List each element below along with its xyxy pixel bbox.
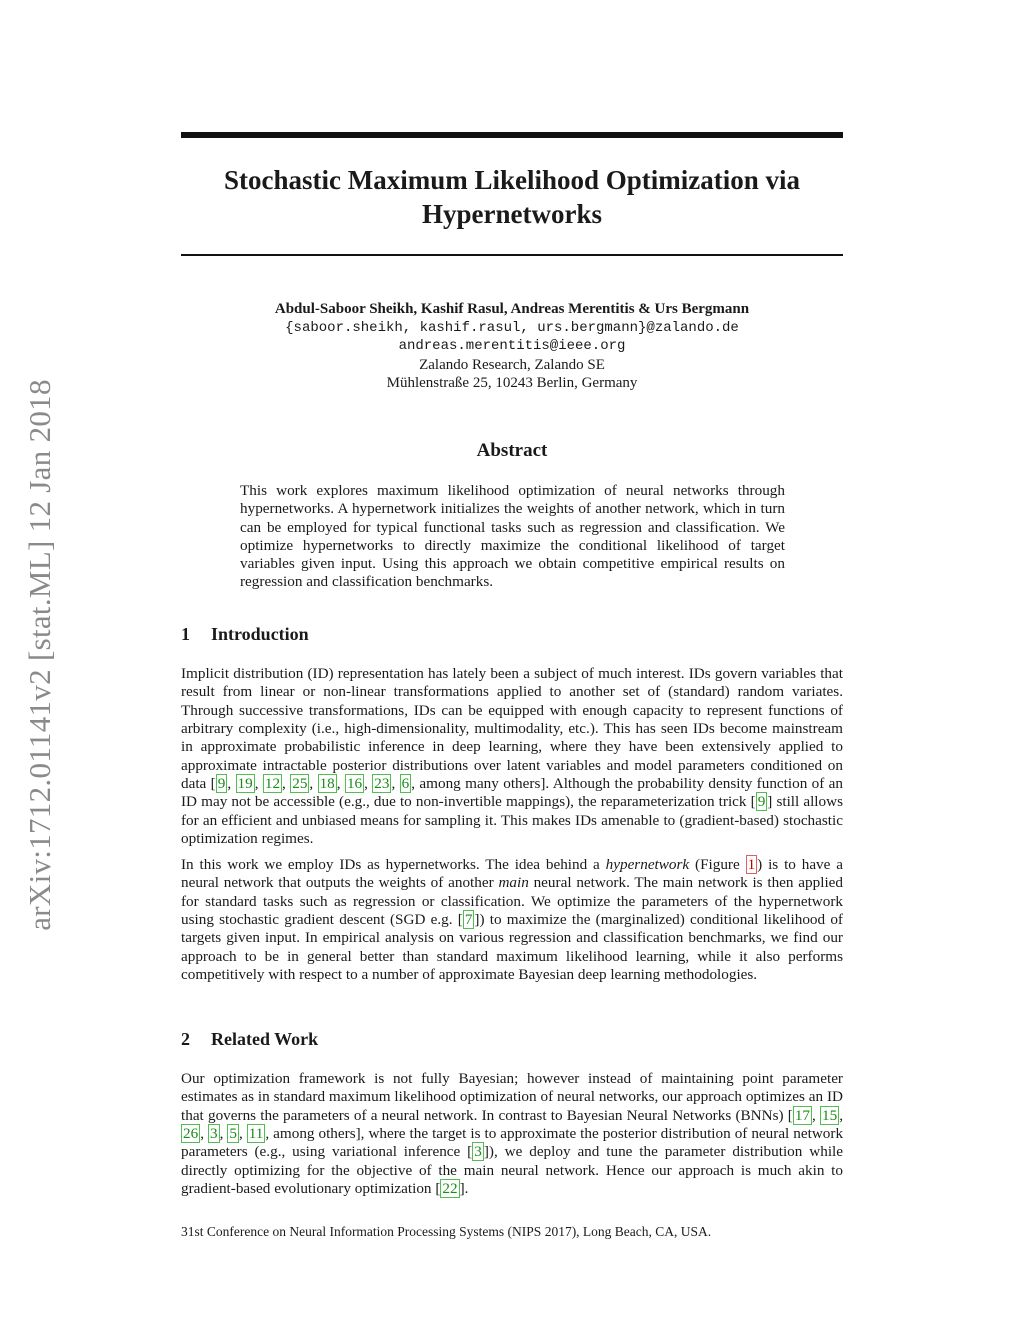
- author-names: Abdul-Saboor Sheikh, Kashif Rasul, Andreas Merentitis & Urs Bergmann: [274, 301, 750, 317]
- author-block: [181, 300, 843, 393]
- citation-link[interactable]: 9: [757, 793, 766, 811]
- abstract-heading: Abstract: [476, 440, 548, 461]
- text-run: ) is to have a neural network that outputs the weights of another: [181, 856, 843, 892]
- citation-link[interactable]: 18: [319, 775, 335, 793]
- citation-link[interactable]: 6: [401, 775, 410, 793]
- text-run: Implicit distribution (ID) representation has lately been a subject of much interest. IDs govern variables that result from linear or non-linear transformations applied to another set of (standard) random variates. Through successive transformations, IDs can be equipped with enough capacity to represent functions of arbitrary complexity (i.e., high-dimensionality, multimodality, etc.). This has seen IDs become mainstream in approximate probabilistic inference in deep learning, where they have been extensively applied to approximate intractable posterior distributions over latent variables and model parameters conditioned on data [: [181, 665, 843, 793]
- section-1-heading: [181, 624, 309, 645]
- text-run: ]) to maximize the (marginalized) conditional likelihood of targets given input. In empirical analysis on various regression and classification benchmarks, we find our approach to be in general better than standard maximum likelihood learning, while it also performs competitively with respect to a number of approximate Bayesian deep learning methodologies.: [181, 911, 843, 984]
- section-number: 1: [181, 624, 190, 644]
- citation-link[interactable]: 7: [464, 911, 473, 929]
- figure-link[interactable]: 1: [747, 856, 756, 873]
- paper-title: [181, 163, 843, 231]
- intro-paragraph-2: [181, 856, 843, 984]
- title-top-rule: [181, 132, 843, 138]
- text-run: In this work we employ IDs as hypernetworks. The idea behind a: [181, 856, 606, 873]
- author-email-secondary[interactable]: andreas.merentitis@ieee.org: [398, 338, 626, 354]
- citation-link[interactable]: 19: [237, 775, 253, 793]
- section-title: Introduction: [211, 624, 309, 644]
- citation-link[interactable]: 25: [292, 775, 308, 793]
- citation-link[interactable]: 5: [229, 1125, 237, 1143]
- section-number: 2: [181, 1029, 190, 1049]
- title-line-2: Hypernetworks: [422, 199, 602, 229]
- citation-link[interactable]: 26: [183, 1125, 199, 1143]
- section-2-heading: [181, 1029, 318, 1050]
- citation-link[interactable]: 17: [794, 1106, 811, 1124]
- citation-link[interactable]: 3: [209, 1125, 218, 1143]
- citation-link[interactable]: 11: [248, 1125, 264, 1143]
- emphasis: hypernetwork: [605, 856, 690, 873]
- citation-link[interactable]: 16: [346, 775, 363, 793]
- citation-link[interactable]: 9: [217, 775, 226, 793]
- arxiv-identifier: arXiv:1712.01141v2 [stat.ML] 12 Jan 2018: [22, 379, 57, 931]
- section-title: Related Work: [211, 1029, 319, 1049]
- citation-link[interactable]: 3: [474, 1143, 482, 1161]
- citation-link[interactable]: 15: [822, 1106, 838, 1124]
- intro-paragraph-1: Implicit distribution (ID) representation has lately been a subject of much interest. IDs govern variables that result from linear or non-linear transformations applied to another set of (standard) random variates. Through successive transformations, IDs can be equipped with enough capacity to represent functions of arbitrary complexity (i.e., high-dimensionality, multimodality, etc.). This has seen IDs become mainstream in approximate probabilistic inference in deep learning, where they have been extensively applied to approximate intractable posterior distributions over latent variables and model parameters conditioned on data [ 9 , 19 , 12 , 25 , 18 , 16 , 23 , 6 , among many others]. Although the probability density function of an ID may not be accessible (e.g., due to non-invertible mappings), the reparameterization trick [ 9 ] still allows for an efficient and unbiased means for sampling it. This makes IDs amenable to (gradient-based) stochastic optimization regimes.: [181, 665, 844, 848]
- address: Mühlenstraße 25, 10243 Berlin, Germany: [386, 375, 638, 391]
- text-run: ]), we deploy and tune the parameter distribution while directly optimizing for the objective of the main neural network. Hence our approach is much akin to gradient-based evolutionary optimization [: [181, 1143, 843, 1198]
- text-run: , among others], where the target is to approximate the posterior distribution of neural network parameters (e.g., using variational inference [: [181, 1125, 844, 1161]
- abstract-text: This work explores maximum likelihood optimization of neural networks through hypernetworks. A hypernetwork initializes the weights of another network, which in turn can be employed for typical functional tasks such as regression and classification. We optimize hypernetworks to directly maximize the conditional likelihood of target variables given input. Using this approach we obtain competitive empirical results on regression and classification benchmarks.: [240, 482, 785, 591]
- text-run: (Figure: [689, 856, 746, 873]
- emphasis: main: [498, 874, 529, 892]
- title-line-1: Stochastic Maximum Likelihood Optimization via: [223, 165, 801, 195]
- text-run: , among many others]. Although the probability density function of an ID may not be accessible (e.g., due to non-invertible mappings), the reparameterization trick [: [181, 775, 844, 811]
- text-run: Our optimization framework is not fully Bayesian; however instead of maintaining point parameter estimates as in standard maximum likelihood optimization of neural networks, our approach optimizes an ID that governs the parameters of a neural network. In contrast to Bayesian Neural Networks (BNNs) [: [181, 1070, 843, 1124]
- author-emails[interactable]: {saboor.sheikh, kashif.rasul, urs.bergmann}@zalando.de: [285, 319, 739, 336]
- text-run: neural network. The main network is then applied for standard tasks such as regression or classification. We optimize the parameters of the hypernetwork using stochastic gradient descent (SGD e.g. [: [181, 874, 843, 929]
- citation-link[interactable]: 23: [374, 775, 390, 793]
- related-work-paragraph: Our optimization framework is not fully Bayesian; however instead of maintaining point parameter estimates as in standard maximum likelihood optimization of neural networks, our approach optimizes an ID that governs the parameters of a neural network. In contrast to Bayesian Neural Networks (BNNs) [ 17 , 15 , 26 , 3 , 5 , 11 , among others], where the target is to approximate the posterior distribution of neural network parameters (e.g., using variational inference [ 3 ]), we deploy and tune the parameter distribution while directly optimizing for the objective of the main neural network. Hence our approach is much akin to gradient-based evolutionary optimization [ 22 ].: [181, 1070, 844, 1198]
- affiliation: Zalando Research, Zalando SE: [419, 356, 605, 373]
- conference-footnote: 31st Conference on Neural Information Processing Systems (NIPS 2017), Long Beach, CA, USA.: [181, 1224, 712, 1239]
- text-run: ].: [459, 1180, 469, 1198]
- citation-link[interactable]: 12: [264, 775, 281, 793]
- citation-link[interactable]: 22: [442, 1180, 458, 1198]
- title-bottom-rule: [181, 254, 843, 256]
- text-run: ] still allows for an efficient and unbiased means for sampling it. This makes IDs amenable to (gradient-based) stochastic optimization regimes.: [181, 793, 844, 848]
